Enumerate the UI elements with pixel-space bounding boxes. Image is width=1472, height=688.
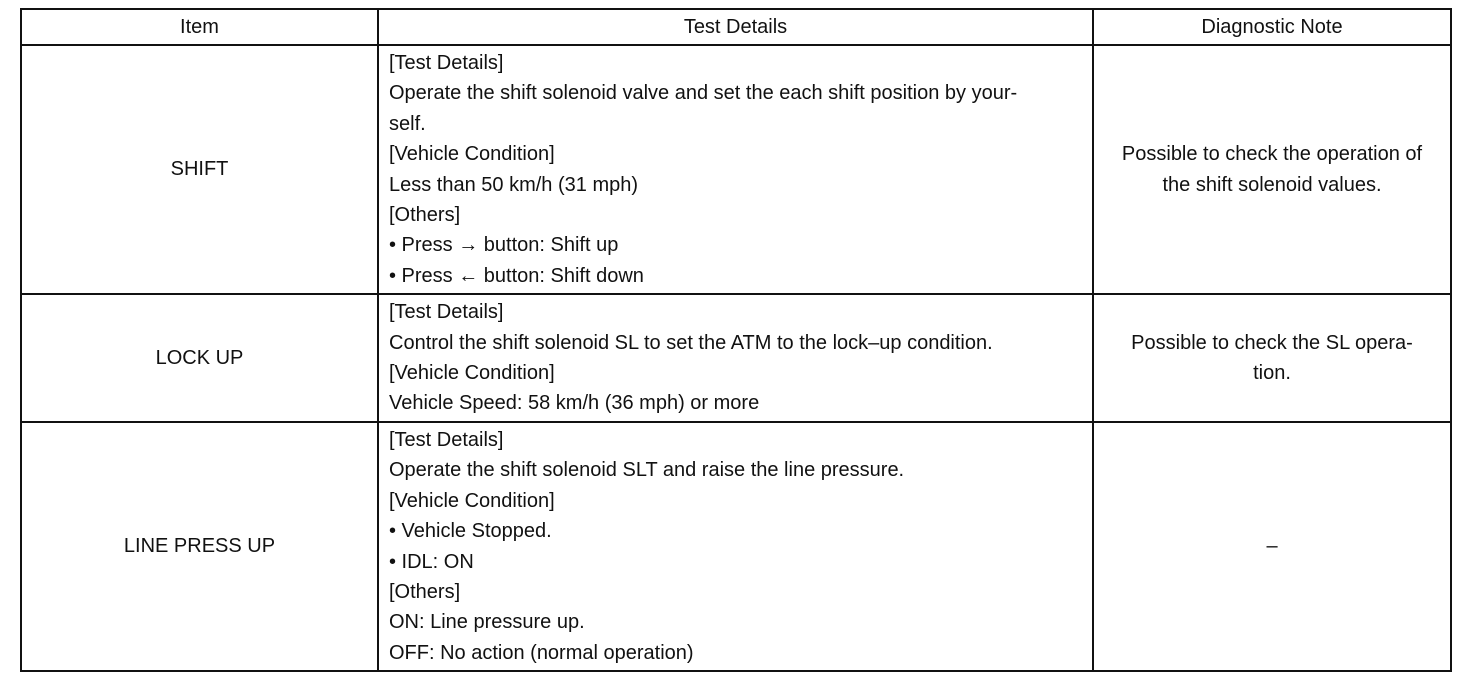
details-line: • Press → button: Shift up (389, 234, 619, 257)
details-line: OFF: No action (normal operation) (389, 641, 694, 664)
details-line: [Others] (389, 580, 461, 603)
details-line: [Test Details] (389, 301, 504, 324)
details-line: • Press ← button: Shift down (389, 264, 644, 287)
header-diagnostic-note: Diagnostic Note (1093, 9, 1451, 45)
diagnostic-test-table (20, 8, 1452, 672)
details-cell (378, 422, 1093, 671)
details-line: [Test Details] (389, 428, 504, 451)
table-row-lock-up (21, 294, 1451, 422)
item-cell: LOCK UP (21, 294, 378, 422)
details-cell (378, 45, 1093, 294)
note-cell (1093, 422, 1451, 671)
details-line: • Vehicle Stopped. (389, 520, 552, 543)
details-line: Operate the shift solenoid valve and set the each shift position by your- (389, 82, 1018, 105)
details-line: [Test Details] (389, 52, 504, 74)
details-line: [Others] (389, 204, 461, 227)
details-line: ON: Line pressure up. (389, 611, 585, 634)
table-row-line-press-up (21, 422, 1451, 671)
note-cell (1093, 45, 1451, 294)
note-line: Possible to check the SL opera- (1131, 331, 1413, 354)
details-line: Vehicle Speed: 58 km/h (36 mph) or more (389, 392, 760, 415)
note-line: – (1266, 535, 1278, 558)
details-line: • IDL: ON (389, 550, 474, 573)
details-cell (378, 294, 1093, 422)
note-line: Possible to check the operation of (1121, 143, 1423, 166)
header-test-details: Test Details (378, 9, 1093, 45)
header-row (21, 9, 1451, 45)
details-line: [Vehicle Condition] (389, 489, 555, 512)
note-line: tion. (1253, 362, 1291, 385)
details-line: [Vehicle Condition] (389, 362, 555, 385)
note-line: the shift solenoid values. (1162, 173, 1382, 196)
details-line: Control the shift solenoid SL to set the ATM to the lock–up condition. (389, 331, 993, 354)
item-cell: SHIFT (21, 45, 378, 294)
item-cell: LINE PRESS UP (21, 422, 378, 671)
details-line: self. (389, 112, 426, 135)
details-line: Less than 50 km/h (31 mph) (389, 173, 639, 196)
details-line: Operate the shift solenoid SLT and raise the line pressure. (389, 459, 905, 482)
header-item: Item (21, 9, 378, 45)
note-cell (1093, 294, 1451, 422)
details-line: [Vehicle Condition] (389, 143, 555, 166)
table-row-shift (21, 45, 1451, 294)
